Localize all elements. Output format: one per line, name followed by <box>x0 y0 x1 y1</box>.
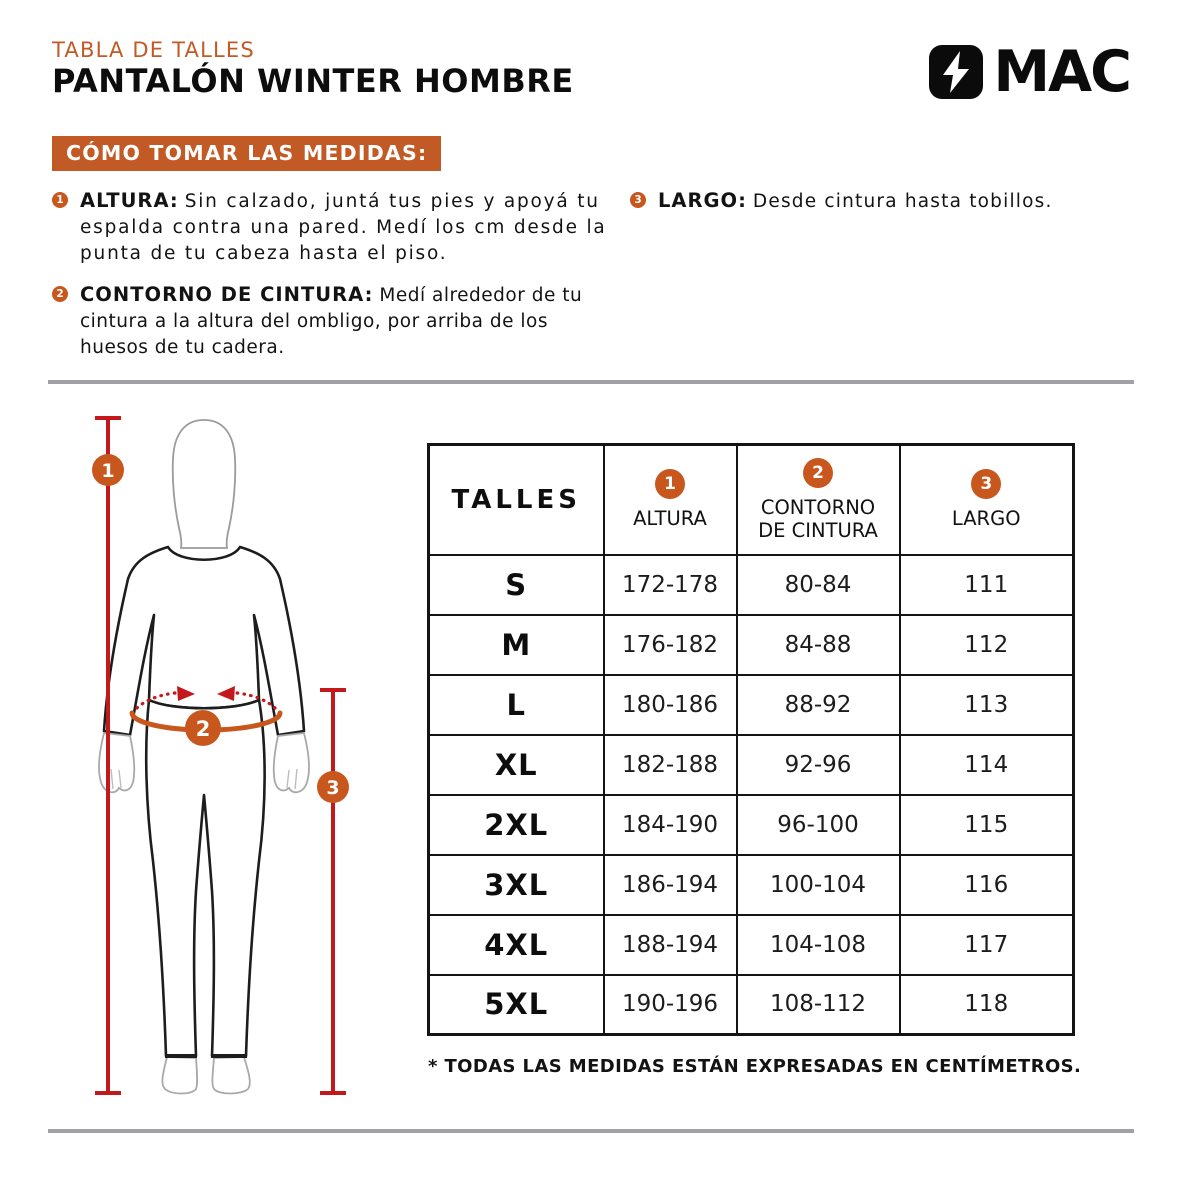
table-row-m: M 176-182 84-88 112 <box>429 615 1074 675</box>
marker-1-badge: 1 <box>52 192 68 208</box>
left-foot <box>162 1057 197 1094</box>
column-1-badge: 1 <box>655 469 685 499</box>
right-foot <box>212 1057 249 1094</box>
marker-3-badge: 3 <box>630 192 646 208</box>
brand-logo <box>929 39 1130 105</box>
table-row-s: S 172-178 80-84 111 <box>429 555 1074 615</box>
column-header-contorno: 2 CONTORNO DE CINTURA <box>737 445 900 555</box>
instruction-altura-text: Sin calzado, juntá tus pies y apoyá tu espalda contra una pared. Medí los cm desde la punta de tu cabeza hasta el piso. <box>80 191 607 264</box>
table-row-xl: XL 182-188 92-96 114 <box>429 735 1074 795</box>
instruction-largo-text: Desde cintura hasta tobillos. <box>752 191 1053 212</box>
svg-text:2: 2 <box>195 717 211 741</box>
instruction-altura-lead: ALTURA: <box>80 189 179 212</box>
table-row-l: L 180-186 88-92 113 <box>429 675 1074 735</box>
length-measure-line <box>320 690 346 1093</box>
body-measurement-diagram <box>80 395 410 1110</box>
right-hand <box>274 733 309 792</box>
instruction-contorno-lead: CONTORNO DE CINTURA: <box>80 283 374 306</box>
column-header-largo: 3 LARGO <box>900 445 1074 555</box>
lightning-bolt-icon <box>929 45 983 99</box>
column-header-altura: 1 ALTURA <box>604 445 737 555</box>
svg-text:3: 3 <box>326 777 340 799</box>
units-footnote: * TODAS LAS MEDIDAS ESTÁN EXPRESADAS EN CENTÍMETROS. <box>428 1056 1082 1077</box>
how-to-measure-banner: CÓMO TOMAR LAS MEDIDAS: <box>52 136 441 171</box>
marker-2-badge: 2 <box>52 286 68 302</box>
table-row-5xl: 5XL 190-196 108-112 118 <box>429 975 1074 1035</box>
diagram-marker-3 <box>317 771 349 803</box>
column-header-talles: TALLES <box>429 445 604 555</box>
size-table <box>427 443 1075 1036</box>
table-row-4xl: 4XL 188-194 104-108 117 <box>429 915 1074 975</box>
mannequin-figure <box>80 395 410 1110</box>
column-3-badge: 3 <box>971 469 1001 499</box>
eyebrow-label: TABLA DE TALLES <box>52 38 255 62</box>
instruction-contorno-text: Medí alrededor de tu cintura a la altura del ombligo, por arriba de los huesos de tu cadera. <box>80 285 583 358</box>
table-header-row <box>429 445 1074 555</box>
instruction-largo-lead: LARGO: <box>658 189 747 212</box>
page-title: PANTALÓN WINTER HOMBRE <box>52 62 574 100</box>
instruction-altura <box>52 188 612 267</box>
instruction-contorno <box>52 282 612 361</box>
top-divider <box>48 380 1134 384</box>
head-outline <box>173 420 236 548</box>
pants-outline <box>146 700 264 1056</box>
brand-name: MAC <box>993 39 1130 105</box>
left-hand <box>99 733 134 792</box>
diagram-marker-2 <box>185 710 221 746</box>
column-2-badge: 2 <box>803 458 833 488</box>
svg-text:1: 1 <box>101 460 115 482</box>
table-row-3xl: 3XL 186-194 100-104 116 <box>429 855 1074 915</box>
bottom-divider <box>48 1129 1134 1133</box>
diagram-marker-1 <box>92 454 124 486</box>
table-row-2xl: 2XL 184-190 96-100 115 <box>429 795 1074 855</box>
instruction-largo <box>630 188 1100 215</box>
